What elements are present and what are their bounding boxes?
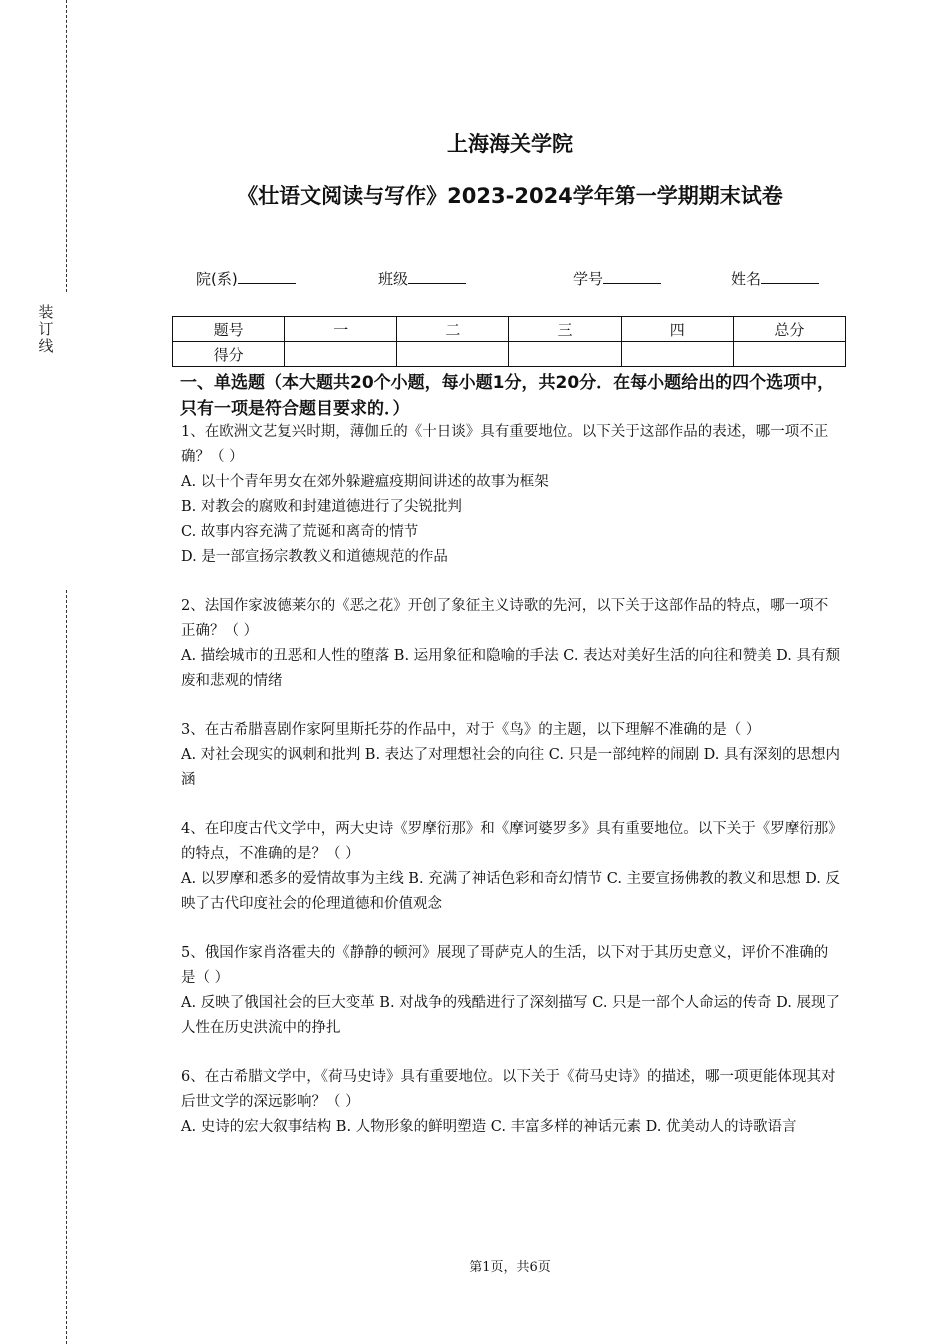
question-item [181, 420, 841, 570]
score-row-label: 得分 [173, 342, 285, 367]
question-options: A. 史诗的宏大叙事结构 B. 人物形象的鲜明塑造 C. 丰富多样的神话元素 D. 优美动人的诗歌语言 [181, 1119, 797, 1135]
score-table-score-row [173, 342, 846, 367]
score-cell[interactable] [509, 342, 621, 367]
binding-char: 线 [38, 337, 54, 355]
question-item [181, 718, 841, 793]
info-field-label: 学号 [573, 270, 604, 288]
info-blank[interactable] [408, 268, 466, 284]
info-field-department[interactable] [196, 268, 296, 289]
question-stem: 5、俄国作家肖洛霍夫的《静静的顿河》展现了哥萨克人的生活，以下对于其历史意义，评价不准确的是（ ） [181, 945, 829, 986]
question-options: A. 以罗摩和悉多的爱情故事为主线 B. 充满了神话色彩和奇幻情节 C. 主要宣扬佛教的教义和思想 D. 反映了古代印度社会的伦理道德和价值观念 [181, 871, 841, 912]
info-blank[interactable] [603, 268, 661, 284]
section-title: 一、单选题（本大题共20个小题，每小题1分，共20分．在每小题给出的四个选项中，只有一项是符合题目要求的．） [180, 373, 835, 419]
question-option: A. 以十个青年男女在郊外躲避瘟疫期间讲述的故事为框架 [181, 474, 549, 490]
question-stem: 1、在欧洲文艺复兴时期，薄伽丘的《十日谈》具有重要地位。以下关于这部作品的表述，哪一项不正确？（ ） [181, 424, 829, 465]
question-item [181, 817, 841, 917]
score-table-header-cell: 一 [285, 317, 397, 342]
score-cell[interactable] [285, 342, 397, 367]
info-field-label: 班级 [378, 270, 409, 288]
score-table-header-cell: 总分 [733, 317, 845, 342]
question-option: C. 故事内容充满了荒诞和离奇的情节 [181, 524, 419, 540]
score-table [172, 316, 846, 367]
info-blank[interactable] [238, 268, 296, 284]
score-table-header-row [173, 317, 846, 342]
question-stem: 2、法国作家波德莱尔的《恶之花》开创了象征主义诗歌的先河，以下关于这部作品的特点，哪一项不正确？（ ） [181, 598, 829, 639]
score-cell[interactable] [621, 342, 733, 367]
binding-label [34, 304, 58, 355]
info-field-label: 院(系) [196, 270, 238, 288]
binding-char: 订 [38, 320, 54, 338]
score-table-header-cell: 三 [509, 317, 621, 342]
score-cell[interactable] [397, 342, 509, 367]
exam-title: 《壮语文阅读与写作》2023-2024学年第一学期期末试卷 [237, 184, 783, 208]
info-field-label: 姓名 [731, 270, 762, 288]
info-field-name[interactable] [731, 268, 819, 289]
question-option: D. 是一部宣扬宗教教义和道德规范的作品 [181, 549, 448, 565]
score-cell[interactable] [733, 342, 845, 367]
page-footer: 第1页，共6页 [469, 1260, 551, 1275]
question-item [181, 594, 841, 694]
info-field-class[interactable] [378, 268, 466, 289]
question-item [181, 941, 841, 1041]
question-stem: 4、在印度古代文学中，两大史诗《罗摩衍那》和《摩诃婆罗多》具有重要地位。以下关于《罗摩衍那》的特点，不准确的是？（ ） [181, 821, 836, 862]
question-option: B. 对教会的腐败和封建道德进行了尖锐批判 [181, 499, 462, 515]
question-stem: 6、在古希腊文学中，《荷马史诗》具有重要地位。以下关于《荷马史诗》的描述，哪一项更能体现其对后世文学的深远影响？（ ） [181, 1069, 836, 1110]
info-field-student-id[interactable] [573, 268, 661, 289]
binding-char: 装 [38, 303, 54, 321]
question-options: A. 描绘城市的丑恶和人性的堕落 B. 运用象征和隐喻的手法 C. 表达对美好生活的向往和赞美 D. 具有颓废和悲观的情绪 [181, 648, 841, 689]
question-options: A. 反映了俄国社会的巨大变革 B. 对战争的残酷进行了深刻描写 C. 只是一部个人命运的传奇 D. 展现了人性在历史洪流中的挣扎 [181, 995, 841, 1036]
binding-line-bottom [66, 590, 67, 1344]
school-name: 上海海关学院 [447, 132, 573, 156]
question-options: A. 对社会现实的讽刺和批判 B. 表达了对理想社会的向往 C. 只是一部纯粹的闹剧 D. 具有深刻的思想内涵 [181, 747, 841, 788]
score-table-header-cell: 题号 [173, 317, 285, 342]
info-blank[interactable] [761, 268, 819, 284]
score-table-header-cell: 二 [397, 317, 509, 342]
question-list [181, 420, 841, 1164]
question-stem: 3、在古希腊喜剧作家阿里斯托芬的作品中，对于《鸟》的主题，以下理解不准确的是（ ） [181, 722, 761, 738]
score-table-header-cell: 四 [621, 317, 733, 342]
student-info-row [0, 268, 950, 292]
question-item [181, 1065, 841, 1140]
